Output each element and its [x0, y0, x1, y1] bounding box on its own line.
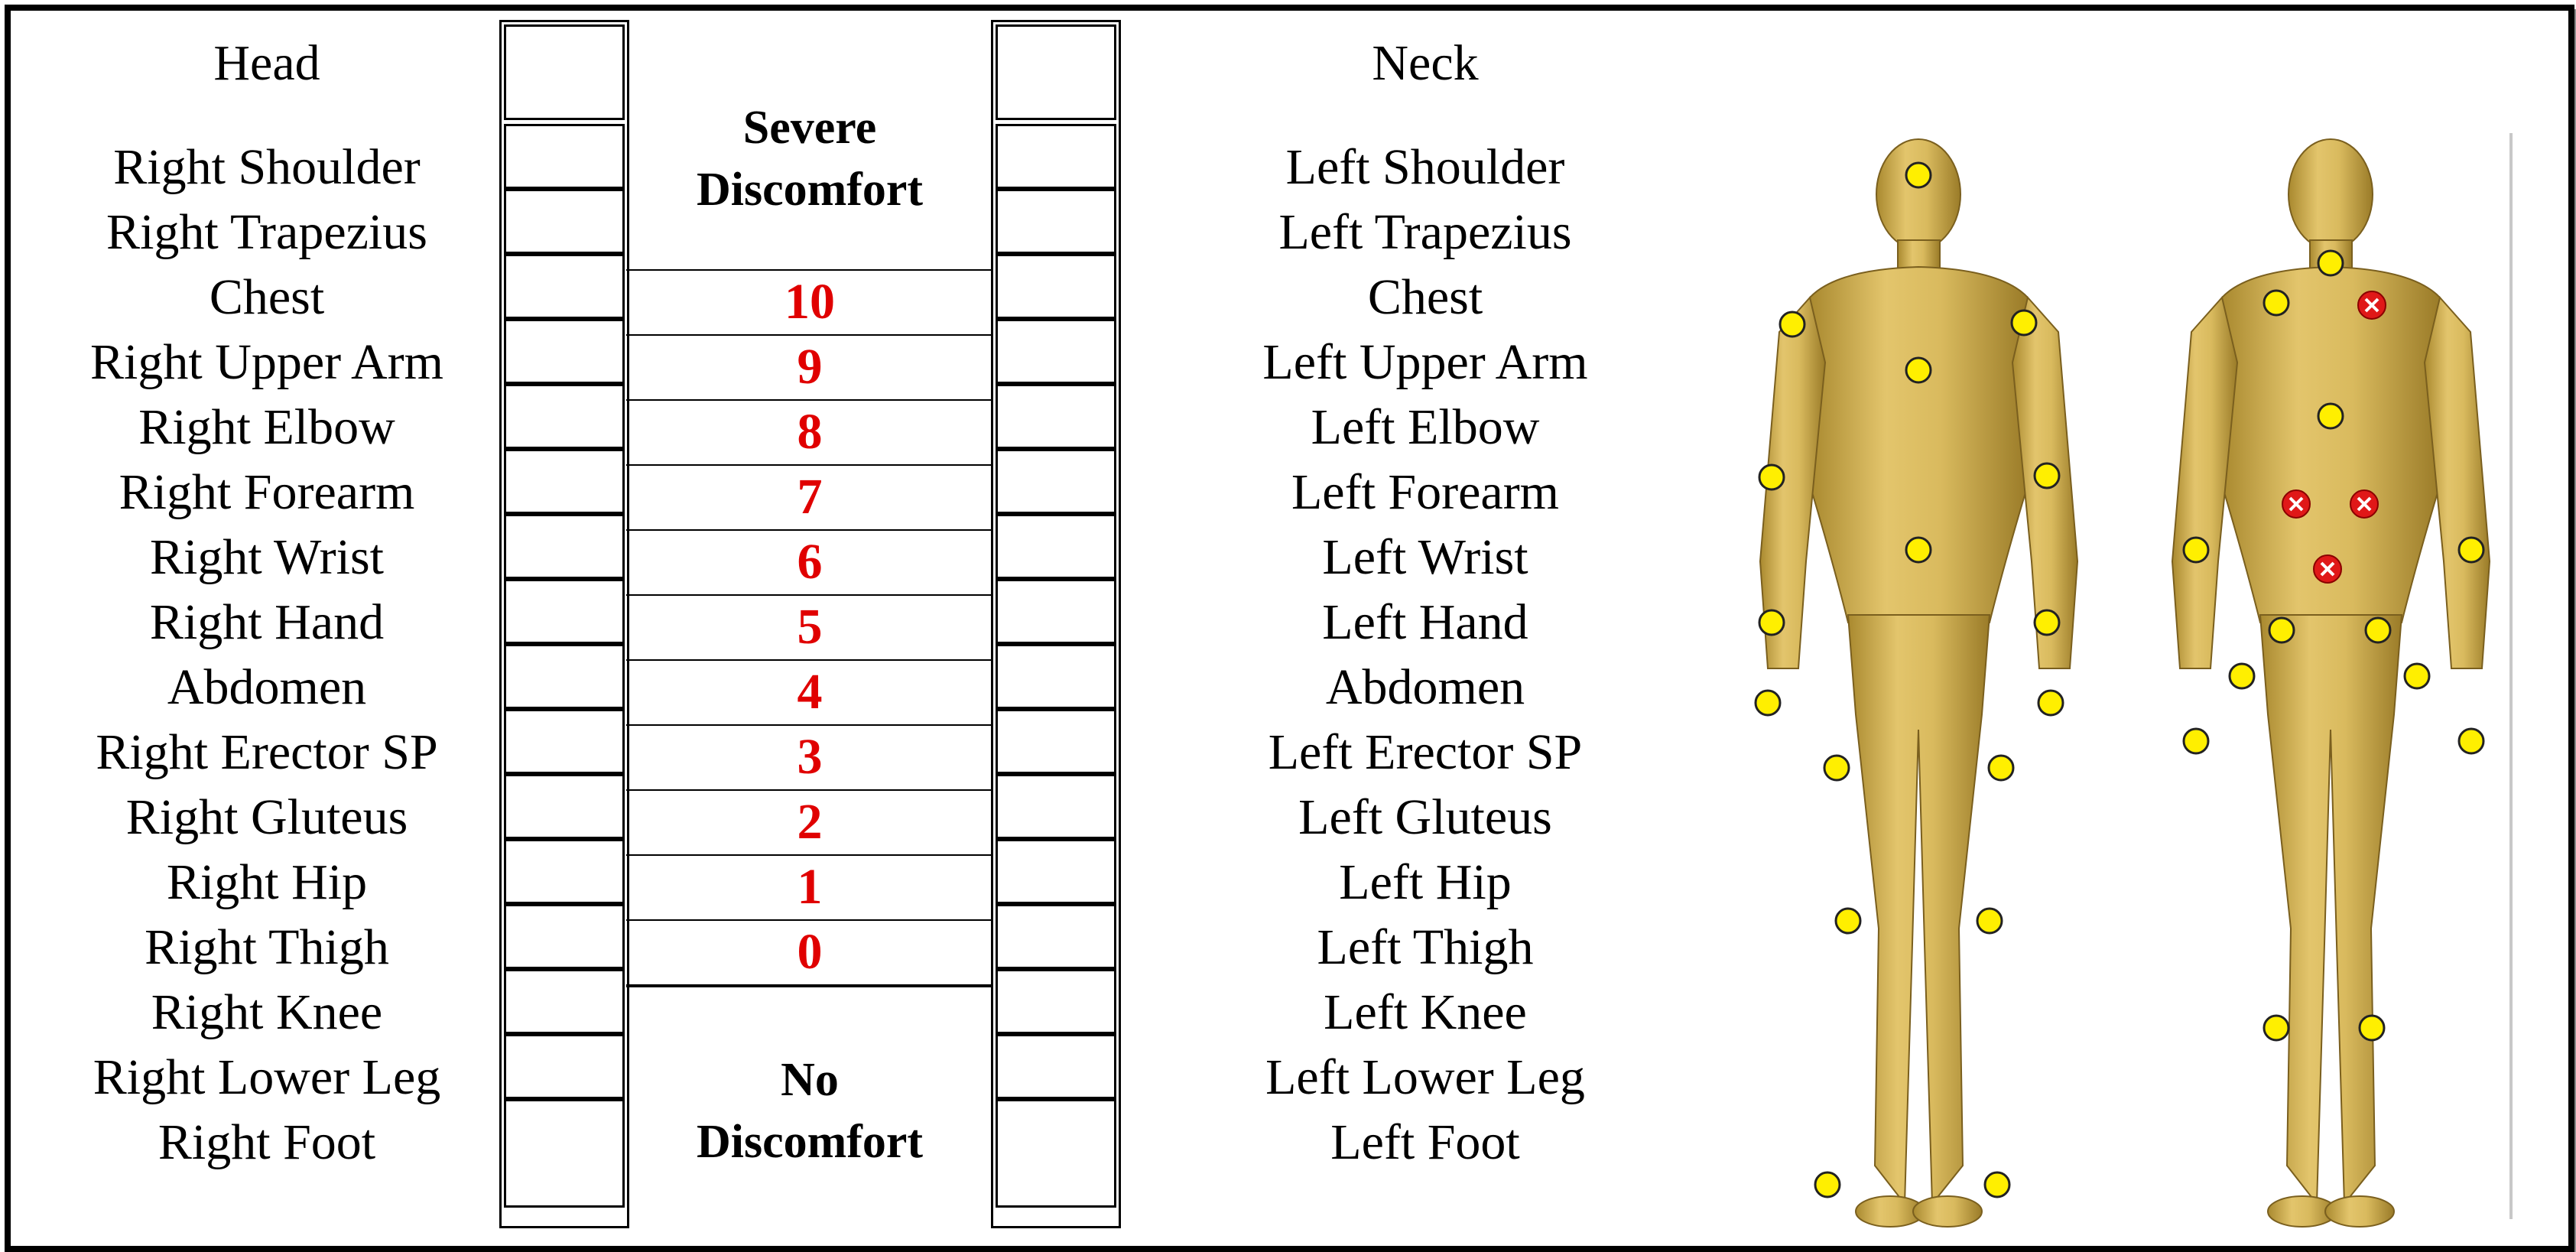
left-checkbox[interactable] [996, 644, 1116, 709]
body-point-marker[interactable] [2459, 538, 2483, 562]
questionnaire-frame [5, 5, 2574, 1252]
body-point-marker[interactable] [2184, 729, 2208, 753]
left-checkbox[interactable] [996, 1034, 1116, 1099]
left-checkbox[interactable] [996, 449, 1116, 514]
right-checkbox[interactable] [504, 514, 625, 579]
body-point-marker[interactable] [2230, 664, 2254, 688]
right-label: Right Lower Leg [93, 1049, 441, 1105]
right-label: Right Hip [166, 854, 368, 910]
left-label: Neck [1372, 35, 1479, 91]
right-checkbox[interactable] [504, 709, 625, 774]
scale-row-divider [626, 984, 993, 987]
left-checkbox[interactable] [996, 839, 1116, 904]
body-point-marker[interactable] [1906, 358, 1931, 382]
scale-row-divider [626, 464, 993, 466]
right-label: Right Erector SP [96, 724, 438, 780]
body-point-marker[interactable] [1906, 538, 1931, 562]
right-label: Right Trapezius [106, 204, 427, 260]
scale-row-divider [626, 789, 993, 791]
left-label: Left Upper Arm [1262, 334, 1588, 390]
scale-row-divider [626, 854, 993, 856]
left-label: Left Lower Leg [1265, 1049, 1585, 1105]
left-label: Left Elbow [1311, 399, 1540, 455]
right-label: Right Hand [149, 594, 385, 650]
left-checkbox[interactable] [996, 254, 1116, 319]
severe-discomfort-label: Severe Discomfort [696, 102, 924, 216]
left-checkbox[interactable] [996, 709, 1116, 774]
left-checkbox[interactable] [996, 189, 1116, 254]
left-label: Abdomen [1325, 659, 1525, 715]
left-label: Left Foot [1330, 1114, 1520, 1170]
right-label: Right Forearm [119, 464, 415, 520]
body-point-marker[interactable] [2035, 463, 2059, 488]
left-label: Left Forearm [1291, 464, 1560, 520]
scale-value[interactable]: 5 [797, 599, 823, 655]
right-checkbox[interactable] [504, 644, 625, 709]
pain-point-marker[interactable] [2282, 490, 2310, 518]
left-checkbox[interactable] [996, 904, 1116, 969]
body-map-figures [1737, 133, 2513, 1234]
left-label: Left Wrist [1322, 529, 1528, 585]
body-point-marker[interactable] [1759, 610, 1784, 635]
body-point-marker[interactable] [1759, 465, 1784, 489]
left-label: Left Erector SP [1268, 724, 1583, 780]
left-checkbox[interactable] [996, 384, 1116, 449]
body-point-marker[interactable] [1977, 909, 2002, 933]
body-point-marker[interactable] [1780, 312, 1804, 337]
scale-value[interactable]: 7 [797, 469, 823, 525]
right-checkbox[interactable] [504, 124, 625, 189]
right-label: Right Wrist [150, 529, 384, 585]
right-checkbox[interactable] [504, 1034, 625, 1099]
right-label: Right Shoulder [113, 139, 421, 195]
left-label: Left Hand [1322, 594, 1528, 650]
scale-value[interactable]: 2 [797, 794, 823, 850]
scale-value[interactable]: 6 [797, 534, 823, 590]
pain-point-marker[interactable] [2358, 291, 2386, 319]
body-point-marker[interactable] [2035, 610, 2059, 635]
body-point-marker[interactable] [2269, 618, 2294, 642]
scale-value[interactable]: 10 [784, 274, 835, 330]
right-label: Head [213, 35, 320, 91]
left-label: Left Thigh [1317, 919, 1534, 975]
scale-value[interactable]: 3 [797, 729, 823, 785]
right-label: Right Foot [158, 1114, 376, 1170]
body-point-marker[interactable] [2366, 618, 2390, 642]
left-label: Chest [1367, 269, 1483, 325]
body-point-marker[interactable] [2038, 691, 2063, 715]
scale-value[interactable]: 1 [797, 859, 823, 915]
scale-row-divider [626, 919, 993, 921]
right-checkbox[interactable] [504, 189, 625, 254]
body-point-marker[interactable] [2318, 251, 2343, 275]
left-checkbox[interactable] [996, 579, 1116, 644]
body-point-marker[interactable] [2318, 404, 2343, 428]
left-checkbox[interactable] [996, 319, 1116, 384]
scale-row-divider [626, 659, 993, 661]
pain-point-marker[interactable] [2314, 555, 2341, 583]
left-checkbox[interactable] [996, 969, 1116, 1034]
right-label: Right Thigh [145, 919, 389, 975]
right-checkbox[interactable] [504, 254, 625, 319]
right-checkbox[interactable] [504, 969, 625, 1034]
body-point-marker[interactable] [2184, 538, 2208, 562]
scale-value[interactable]: 4 [797, 664, 823, 720]
left-checkbox[interactable] [996, 124, 1116, 189]
body-point-marker[interactable] [1836, 909, 1860, 933]
body-point-marker[interactable] [1815, 1172, 1840, 1197]
right-checkbox[interactable] [504, 1099, 625, 1208]
body-point-marker[interactable] [1756, 691, 1780, 715]
body-point-marker[interactable] [2459, 729, 2483, 753]
left-checkbox[interactable] [996, 774, 1116, 839]
body-point-marker[interactable] [1989, 756, 2013, 780]
no-discomfort-label: No Discomfort [696, 1054, 924, 1168]
left-label: Left Gluteus [1298, 789, 1552, 845]
scale-value[interactable]: 9 [797, 339, 823, 395]
scale-value[interactable]: 0 [797, 924, 823, 980]
right-label: Right Upper Arm [90, 334, 443, 390]
back-body-figure [2172, 139, 2490, 1227]
right-label: Abdomen [167, 659, 367, 715]
right-checkbox[interactable] [504, 449, 625, 514]
body-point-marker[interactable] [2264, 1016, 2289, 1040]
left-checkbox[interactable] [996, 1099, 1116, 1208]
body-point-marker[interactable] [1824, 756, 1849, 780]
left-label: Left Knee [1324, 984, 1527, 1040]
body-point-marker[interactable] [2360, 1016, 2384, 1040]
body-point-marker[interactable] [1985, 1172, 2009, 1197]
discomfort-scale [626, 24, 993, 1225]
body-point-marker[interactable] [1906, 163, 1931, 187]
right-checkbox[interactable] [504, 384, 625, 449]
right-checkbox[interactable] [504, 904, 625, 969]
right-label: Right Gluteus [125, 789, 408, 845]
scale-row-divider [626, 399, 993, 401]
front-body-figure [1760, 139, 2077, 1227]
right-checkbox[interactable] [504, 319, 625, 384]
body-point-marker[interactable] [2012, 311, 2036, 335]
pain-point-marker[interactable] [2350, 490, 2378, 518]
right-checkbox[interactable] [504, 579, 625, 644]
scale-row-divider [626, 594, 993, 596]
right-checkbox[interactable] [504, 24, 625, 120]
left-label: Left Shoulder [1285, 139, 1565, 195]
scale-row-divider [626, 529, 993, 531]
left-checkbox[interactable] [996, 514, 1116, 579]
right-label: Chest [209, 269, 325, 325]
body-point-marker[interactable] [2264, 291, 2289, 315]
scale-value[interactable]: 8 [797, 404, 823, 460]
right-checkbox[interactable] [504, 839, 625, 904]
scale-row-divider [626, 269, 993, 271]
left-label: Left Trapezius [1278, 204, 1572, 260]
left-label: Left Hip [1339, 854, 1512, 910]
right-checkbox[interactable] [504, 774, 625, 839]
left-checkbox[interactable] [996, 24, 1116, 120]
scale-row-divider [626, 334, 993, 336]
body-point-marker[interactable] [2405, 664, 2429, 688]
right-label: Right Knee [151, 984, 383, 1040]
scale-row-divider [626, 724, 993, 726]
right-label: Right Elbow [138, 399, 395, 455]
